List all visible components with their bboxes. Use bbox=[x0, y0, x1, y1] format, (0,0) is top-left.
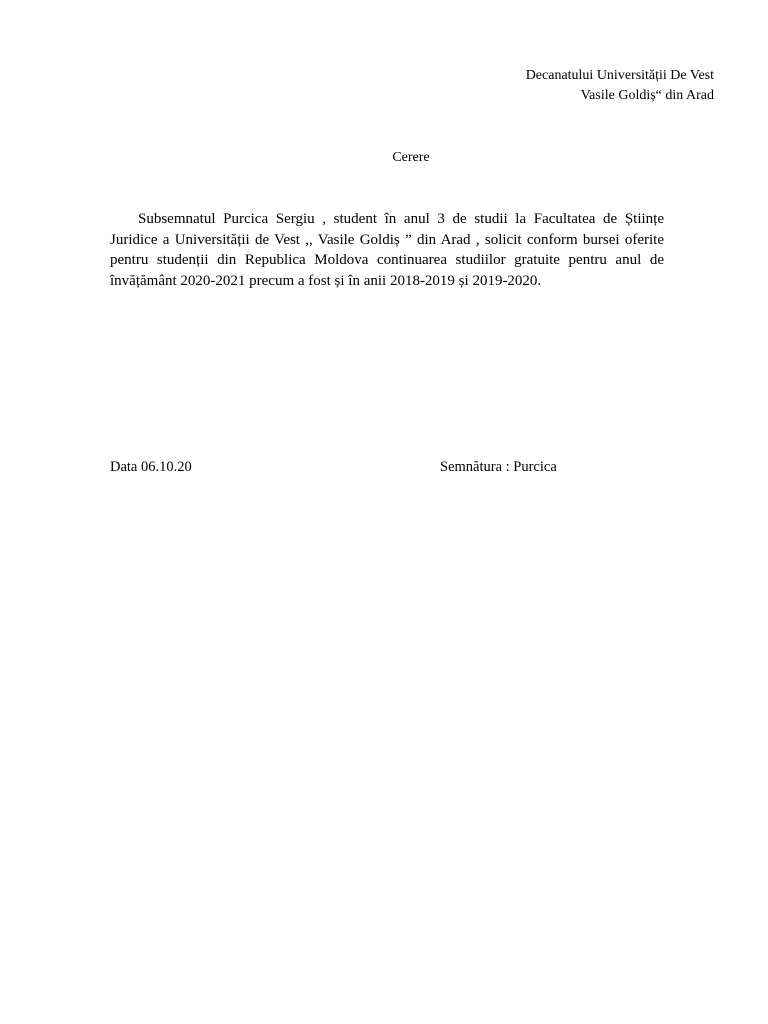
document-title: Cerere bbox=[392, 150, 430, 165]
addressee-line-1: Decanatului Universității De Vest bbox=[525, 68, 714, 83]
date-line: Data 06.10.20 bbox=[110, 459, 192, 475]
addressee-block bbox=[526, 66, 714, 106]
addressee-line-2: Vasile Goldiș“ din Arad bbox=[580, 88, 714, 103]
signature-line: Semnătura : Purcica bbox=[440, 459, 557, 475]
request-body-paragraph: Subsemnatul Purcica Sergiu , student în anul 3 de studii la Facultatea de Științe Juridice a Universității de Vest ,, Vasile Goldiș ” din Arad , solicit conform bursei oferite pentru studenții din Republica Moldova continuarea studiilor gratuite pentru anul de învățământ 2020-2021 precum a fost și în anii 2018-2019 și 2019-2020. bbox=[110, 211, 664, 289]
